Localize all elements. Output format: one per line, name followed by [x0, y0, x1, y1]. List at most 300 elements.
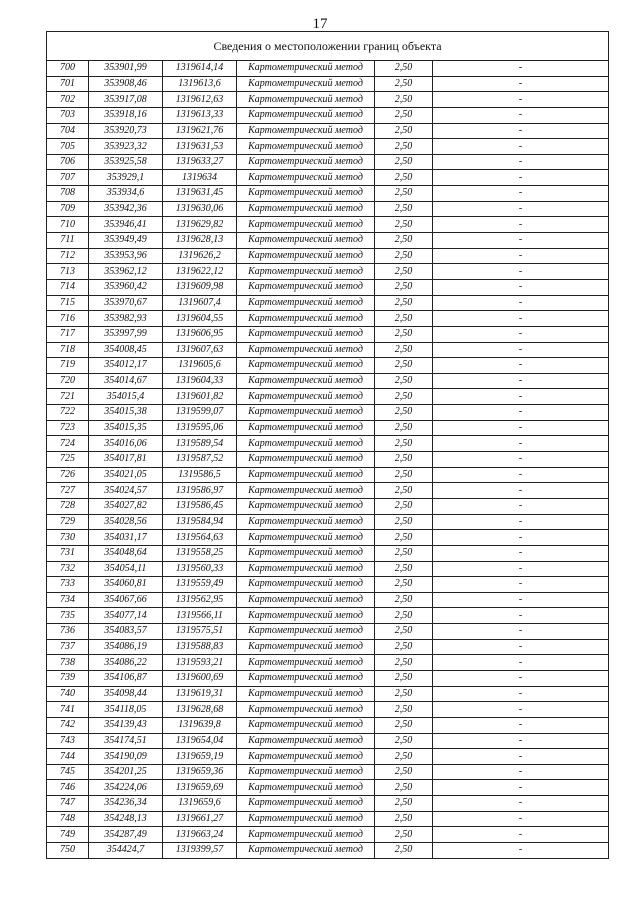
table-row	[47, 843, 609, 859]
description-cell: -	[433, 827, 609, 843]
table-row	[47, 295, 609, 311]
point-number-cell: 743	[47, 733, 89, 749]
x-coordinate-cell: 353925,58	[89, 154, 163, 170]
method-cell: Картометрический метод	[237, 373, 375, 389]
table-row	[47, 608, 609, 624]
y-coordinate-cell: 1319659,19	[163, 749, 237, 765]
table-row	[47, 217, 609, 233]
point-number-cell: 731	[47, 545, 89, 561]
description-cell: -	[433, 233, 609, 249]
point-number-cell: 746	[47, 780, 89, 796]
description-cell: -	[433, 702, 609, 718]
method-cell: Картометрический метод	[237, 295, 375, 311]
point-number-cell: 727	[47, 483, 89, 499]
x-coordinate-cell: 354236,34	[89, 796, 163, 812]
method-cell: Картометрический метод	[237, 92, 375, 108]
table-row	[47, 420, 609, 436]
y-coordinate-cell: 1319606,95	[163, 326, 237, 342]
description-cell: -	[433, 592, 609, 608]
y-coordinate-cell: 1319612,63	[163, 92, 237, 108]
x-coordinate-cell: 353946,41	[89, 217, 163, 233]
x-coordinate-cell: 354031,17	[89, 530, 163, 546]
method-cell: Картометрический метод	[237, 311, 375, 327]
accuracy-cell: 2,50	[375, 608, 433, 624]
x-coordinate-cell: 354118,05	[89, 702, 163, 718]
method-cell: Картометрический метод	[237, 389, 375, 405]
accuracy-cell: 2,50	[375, 514, 433, 530]
x-coordinate-cell: 354015,4	[89, 389, 163, 405]
y-coordinate-cell: 1319607,63	[163, 342, 237, 358]
table-row	[47, 483, 609, 499]
description-cell: -	[433, 123, 609, 139]
x-coordinate-cell: 353949,49	[89, 233, 163, 249]
y-coordinate-cell: 1319587,52	[163, 452, 237, 468]
accuracy-cell: 2,50	[375, 420, 433, 436]
point-number-cell: 708	[47, 186, 89, 202]
accuracy-cell: 2,50	[375, 686, 433, 702]
y-coordinate-cell: 1319584,94	[163, 514, 237, 530]
y-coordinate-cell: 1319633,27	[163, 154, 237, 170]
table-row	[47, 827, 609, 843]
description-cell: -	[433, 389, 609, 405]
accuracy-cell: 2,50	[375, 764, 433, 780]
description-cell: -	[433, 358, 609, 374]
x-coordinate-cell: 354190,09	[89, 749, 163, 765]
description-cell: -	[433, 764, 609, 780]
description-cell: -	[433, 92, 609, 108]
description-cell: -	[433, 420, 609, 436]
point-number-cell: 718	[47, 342, 89, 358]
point-number-cell: 724	[47, 436, 89, 452]
table-row	[47, 436, 609, 452]
method-cell: Картометрический метод	[237, 264, 375, 280]
table-row	[47, 467, 609, 483]
page-number: 17	[312, 16, 328, 32]
y-coordinate-cell: 1319601,82	[163, 389, 237, 405]
method-cell: Картометрический метод	[237, 123, 375, 139]
table-row	[47, 405, 609, 421]
table-row	[47, 154, 609, 170]
table-row	[47, 61, 609, 77]
accuracy-cell: 2,50	[375, 702, 433, 718]
table-row	[47, 76, 609, 92]
y-coordinate-cell: 1319600,69	[163, 670, 237, 686]
table-caption-row	[47, 32, 609, 61]
x-coordinate-cell: 354060,81	[89, 577, 163, 593]
point-number-cell: 719	[47, 358, 89, 374]
x-coordinate-cell: 353923,32	[89, 139, 163, 155]
method-cell: Картометрический метод	[237, 670, 375, 686]
y-coordinate-cell: 1319562,95	[163, 592, 237, 608]
x-coordinate-cell: 354024,57	[89, 483, 163, 499]
table-row	[47, 733, 609, 749]
method-cell: Картометрический метод	[237, 561, 375, 577]
description-cell: -	[433, 639, 609, 655]
x-coordinate-cell: 354017,81	[89, 452, 163, 468]
x-coordinate-cell: 354048,64	[89, 545, 163, 561]
table-row	[47, 279, 609, 295]
point-number-cell: 703	[47, 107, 89, 123]
y-coordinate-cell: 1319605,6	[163, 358, 237, 374]
accuracy-cell: 2,50	[375, 811, 433, 827]
y-coordinate-cell: 1319654,04	[163, 733, 237, 749]
point-number-cell: 712	[47, 248, 89, 264]
point-number-cell: 748	[47, 811, 89, 827]
table-row	[47, 545, 609, 561]
accuracy-cell: 2,50	[375, 717, 433, 733]
method-cell: Картометрический метод	[237, 358, 375, 374]
point-number-cell: 726	[47, 467, 89, 483]
method-cell: Картометрический метод	[237, 233, 375, 249]
point-number-cell: 747	[47, 796, 89, 812]
method-cell: Картометрический метод	[237, 749, 375, 765]
accuracy-cell: 2,50	[375, 61, 433, 77]
method-cell: Картометрический метод	[237, 154, 375, 170]
table-row	[47, 233, 609, 249]
description-cell: -	[433, 295, 609, 311]
y-coordinate-cell: 1319604,55	[163, 311, 237, 327]
accuracy-cell: 2,50	[375, 311, 433, 327]
method-cell: Картометрический метод	[237, 498, 375, 514]
x-coordinate-cell: 354028,56	[89, 514, 163, 530]
point-number-cell: 710	[47, 217, 89, 233]
description-cell: -	[433, 201, 609, 217]
point-number-cell: 739	[47, 670, 89, 686]
description-cell: -	[433, 749, 609, 765]
accuracy-cell: 2,50	[375, 342, 433, 358]
x-coordinate-cell: 354014,67	[89, 373, 163, 389]
point-number-cell: 733	[47, 577, 89, 593]
table-row	[47, 264, 609, 280]
description-cell: -	[433, 405, 609, 421]
accuracy-cell: 2,50	[375, 452, 433, 468]
x-coordinate-cell: 354016,06	[89, 436, 163, 452]
description-cell: -	[433, 264, 609, 280]
y-coordinate-cell: 1319661,27	[163, 811, 237, 827]
y-coordinate-cell: 1319622,12	[163, 264, 237, 280]
method-cell: Картометрический метод	[237, 530, 375, 546]
accuracy-cell: 2,50	[375, 405, 433, 421]
point-number-cell: 716	[47, 311, 89, 327]
point-number-cell: 714	[47, 279, 89, 295]
x-coordinate-cell: 353908,46	[89, 76, 163, 92]
method-cell: Картометрический метод	[237, 655, 375, 671]
method-cell: Картометрический метод	[237, 827, 375, 843]
description-cell: -	[433, 342, 609, 358]
accuracy-cell: 2,50	[375, 92, 433, 108]
table-row	[47, 655, 609, 671]
point-number-cell: 722	[47, 405, 89, 421]
accuracy-cell: 2,50	[375, 530, 433, 546]
point-number-cell: 723	[47, 420, 89, 436]
point-number-cell: 728	[47, 498, 89, 514]
x-coordinate-cell: 354008,45	[89, 342, 163, 358]
point-number-cell: 734	[47, 592, 89, 608]
method-cell: Картометрический метод	[237, 780, 375, 796]
x-coordinate-cell: 354106,87	[89, 670, 163, 686]
accuracy-cell: 2,50	[375, 186, 433, 202]
y-coordinate-cell: 1319599,07	[163, 405, 237, 421]
accuracy-cell: 2,50	[375, 498, 433, 514]
x-coordinate-cell: 354015,35	[89, 420, 163, 436]
method-cell: Картометрический метод	[237, 639, 375, 655]
method-cell: Картометрический метод	[237, 717, 375, 733]
x-coordinate-cell: 353934,6	[89, 186, 163, 202]
x-coordinate-cell: 354139,43	[89, 717, 163, 733]
accuracy-cell: 2,50	[375, 389, 433, 405]
table-row	[47, 577, 609, 593]
y-coordinate-cell: 1319566,11	[163, 608, 237, 624]
description-cell: -	[433, 608, 609, 624]
y-coordinate-cell: 1319628,13	[163, 233, 237, 249]
description-cell: -	[433, 436, 609, 452]
method-cell: Картометрический метод	[237, 186, 375, 202]
accuracy-cell: 2,50	[375, 592, 433, 608]
boundary-points-table	[46, 31, 609, 859]
method-cell: Картометрический метод	[237, 170, 375, 186]
point-number-cell: 729	[47, 514, 89, 530]
point-number-cell: 702	[47, 92, 89, 108]
method-cell: Картометрический метод	[237, 61, 375, 77]
point-number-cell: 737	[47, 639, 89, 655]
description-cell: -	[433, 452, 609, 468]
y-coordinate-cell: 1319663,24	[163, 827, 237, 843]
accuracy-cell: 2,50	[375, 248, 433, 264]
point-number-cell: 736	[47, 624, 89, 640]
y-coordinate-cell: 1319564,63	[163, 530, 237, 546]
accuracy-cell: 2,50	[375, 561, 433, 577]
table-row	[47, 811, 609, 827]
method-cell: Картометрический метод	[237, 608, 375, 624]
description-cell: -	[433, 61, 609, 77]
point-number-cell: 715	[47, 295, 89, 311]
y-coordinate-cell: 1319559,49	[163, 577, 237, 593]
point-number-cell: 717	[47, 326, 89, 342]
point-number-cell: 738	[47, 655, 89, 671]
y-coordinate-cell: 1319628,68	[163, 702, 237, 718]
y-coordinate-cell: 1319613,6	[163, 76, 237, 92]
method-cell: Картометрический метод	[237, 514, 375, 530]
table-row	[47, 311, 609, 327]
x-coordinate-cell: 353920,73	[89, 123, 163, 139]
x-coordinate-cell: 353960,42	[89, 279, 163, 295]
x-coordinate-cell: 353917,08	[89, 92, 163, 108]
accuracy-cell: 2,50	[375, 655, 433, 671]
table-row	[47, 702, 609, 718]
description-cell: -	[433, 483, 609, 499]
x-coordinate-cell: 354086,22	[89, 655, 163, 671]
description-cell: -	[433, 796, 609, 812]
y-coordinate-cell: 1319586,45	[163, 498, 237, 514]
x-coordinate-cell: 354174,51	[89, 733, 163, 749]
y-coordinate-cell: 1319631,53	[163, 139, 237, 155]
table-row	[47, 764, 609, 780]
accuracy-cell: 2,50	[375, 670, 433, 686]
x-coordinate-cell: 354012,17	[89, 358, 163, 374]
table-row	[47, 717, 609, 733]
y-coordinate-cell: 1319586,97	[163, 483, 237, 499]
y-coordinate-cell: 1319609,98	[163, 279, 237, 295]
table-row	[47, 686, 609, 702]
y-coordinate-cell: 1319586,5	[163, 467, 237, 483]
point-number-cell: 732	[47, 561, 89, 577]
point-number-cell: 745	[47, 764, 89, 780]
table-row	[47, 498, 609, 514]
x-coordinate-cell: 353918,16	[89, 107, 163, 123]
y-coordinate-cell: 1319588,83	[163, 639, 237, 655]
accuracy-cell: 2,50	[375, 545, 433, 561]
accuracy-cell: 2,50	[375, 796, 433, 812]
y-coordinate-cell: 1319593,21	[163, 655, 237, 671]
table-body	[47, 61, 609, 859]
accuracy-cell: 2,50	[375, 264, 433, 280]
method-cell: Картометрический метод	[237, 702, 375, 718]
accuracy-cell: 2,50	[375, 483, 433, 499]
method-cell: Картометрический метод	[237, 420, 375, 436]
accuracy-cell: 2,50	[375, 326, 433, 342]
table-row	[47, 139, 609, 155]
x-coordinate-cell: 353953,96	[89, 248, 163, 264]
method-cell: Картометрический метод	[237, 107, 375, 123]
table-row	[47, 530, 609, 546]
accuracy-cell: 2,50	[375, 467, 433, 483]
point-number-cell: 735	[47, 608, 89, 624]
description-cell: -	[433, 811, 609, 827]
x-coordinate-cell: 354201,25	[89, 764, 163, 780]
y-coordinate-cell: 1319399,57	[163, 843, 237, 859]
accuracy-cell: 2,50	[375, 624, 433, 640]
point-number-cell: 707	[47, 170, 89, 186]
description-cell: -	[433, 655, 609, 671]
point-number-cell: 741	[47, 702, 89, 718]
description-cell: -	[433, 279, 609, 295]
description-cell: -	[433, 843, 609, 859]
accuracy-cell: 2,50	[375, 843, 433, 859]
accuracy-cell: 2,50	[375, 639, 433, 655]
table-row	[47, 201, 609, 217]
method-cell: Картометрический метод	[237, 624, 375, 640]
accuracy-cell: 2,50	[375, 749, 433, 765]
accuracy-cell: 2,50	[375, 170, 433, 186]
y-coordinate-cell: 1319613,33	[163, 107, 237, 123]
y-coordinate-cell: 1319659,69	[163, 780, 237, 796]
accuracy-cell: 2,50	[375, 139, 433, 155]
description-cell: -	[433, 780, 609, 796]
accuracy-cell: 2,50	[375, 76, 433, 92]
description-cell: -	[433, 467, 609, 483]
point-number-cell: 711	[47, 233, 89, 249]
x-coordinate-cell: 353929,1	[89, 170, 163, 186]
y-coordinate-cell: 1319621,76	[163, 123, 237, 139]
table-row	[47, 170, 609, 186]
table-row	[47, 561, 609, 577]
point-number-cell: 721	[47, 389, 89, 405]
table-row	[47, 639, 609, 655]
accuracy-cell: 2,50	[375, 233, 433, 249]
method-cell: Картометрический метод	[237, 796, 375, 812]
table-row	[47, 358, 609, 374]
accuracy-cell: 2,50	[375, 733, 433, 749]
table-caption: Сведения о местоположении границ объекта	[47, 32, 609, 61]
table-row	[47, 670, 609, 686]
method-cell: Картометрический метод	[237, 811, 375, 827]
point-number-cell: 709	[47, 201, 89, 217]
description-cell: -	[433, 545, 609, 561]
method-cell: Картометрический метод	[237, 342, 375, 358]
method-cell: Картометрический метод	[237, 686, 375, 702]
y-coordinate-cell: 1319626,2	[163, 248, 237, 264]
accuracy-cell: 2,50	[375, 295, 433, 311]
description-cell: -	[433, 186, 609, 202]
accuracy-cell: 2,50	[375, 279, 433, 295]
x-coordinate-cell: 353901,99	[89, 61, 163, 77]
method-cell: Картометрический метод	[237, 436, 375, 452]
method-cell: Картометрический метод	[237, 201, 375, 217]
description-cell: -	[433, 154, 609, 170]
table-row	[47, 749, 609, 765]
description-cell: -	[433, 717, 609, 733]
description-cell: -	[433, 170, 609, 186]
description-cell: -	[433, 624, 609, 640]
accuracy-cell: 2,50	[375, 217, 433, 233]
y-coordinate-cell: 1319631,45	[163, 186, 237, 202]
table-row	[47, 92, 609, 108]
method-cell: Картометрический метод	[237, 452, 375, 468]
point-number-cell: 705	[47, 139, 89, 155]
point-number-cell: 700	[47, 61, 89, 77]
method-cell: Картометрический метод	[237, 483, 375, 499]
x-coordinate-cell: 353997,99	[89, 326, 163, 342]
description-cell: -	[433, 498, 609, 514]
x-coordinate-cell: 354077,14	[89, 608, 163, 624]
method-cell: Картометрический метод	[237, 843, 375, 859]
x-coordinate-cell: 354054,11	[89, 561, 163, 577]
x-coordinate-cell: 354224,06	[89, 780, 163, 796]
method-cell: Картометрический метод	[237, 279, 375, 295]
x-coordinate-cell: 354015,38	[89, 405, 163, 421]
table-row	[47, 514, 609, 530]
point-number-cell: 725	[47, 452, 89, 468]
table-row	[47, 248, 609, 264]
y-coordinate-cell: 1319639,8	[163, 717, 237, 733]
y-coordinate-cell: 1319575,51	[163, 624, 237, 640]
x-coordinate-cell: 354424,7	[89, 843, 163, 859]
description-cell: -	[433, 577, 609, 593]
point-number-cell: 713	[47, 264, 89, 280]
accuracy-cell: 2,50	[375, 123, 433, 139]
point-number-cell: 701	[47, 76, 89, 92]
accuracy-cell: 2,50	[375, 827, 433, 843]
method-cell: Картометрический метод	[237, 592, 375, 608]
method-cell: Картометрический метод	[237, 248, 375, 264]
x-coordinate-cell: 354287,49	[89, 827, 163, 843]
method-cell: Картометрический метод	[237, 139, 375, 155]
method-cell: Картометрический метод	[237, 577, 375, 593]
x-coordinate-cell: 353982,93	[89, 311, 163, 327]
y-coordinate-cell: 1319560,33	[163, 561, 237, 577]
y-coordinate-cell: 1319629,82	[163, 217, 237, 233]
accuracy-cell: 2,50	[375, 577, 433, 593]
accuracy-cell: 2,50	[375, 358, 433, 374]
y-coordinate-cell: 1319595,06	[163, 420, 237, 436]
table-row	[47, 123, 609, 139]
y-coordinate-cell: 1319614,14	[163, 61, 237, 77]
description-cell: -	[433, 76, 609, 92]
y-coordinate-cell: 1319604,33	[163, 373, 237, 389]
accuracy-cell: 2,50	[375, 780, 433, 796]
point-number-cell: 750	[47, 843, 89, 859]
x-coordinate-cell: 353970,67	[89, 295, 163, 311]
